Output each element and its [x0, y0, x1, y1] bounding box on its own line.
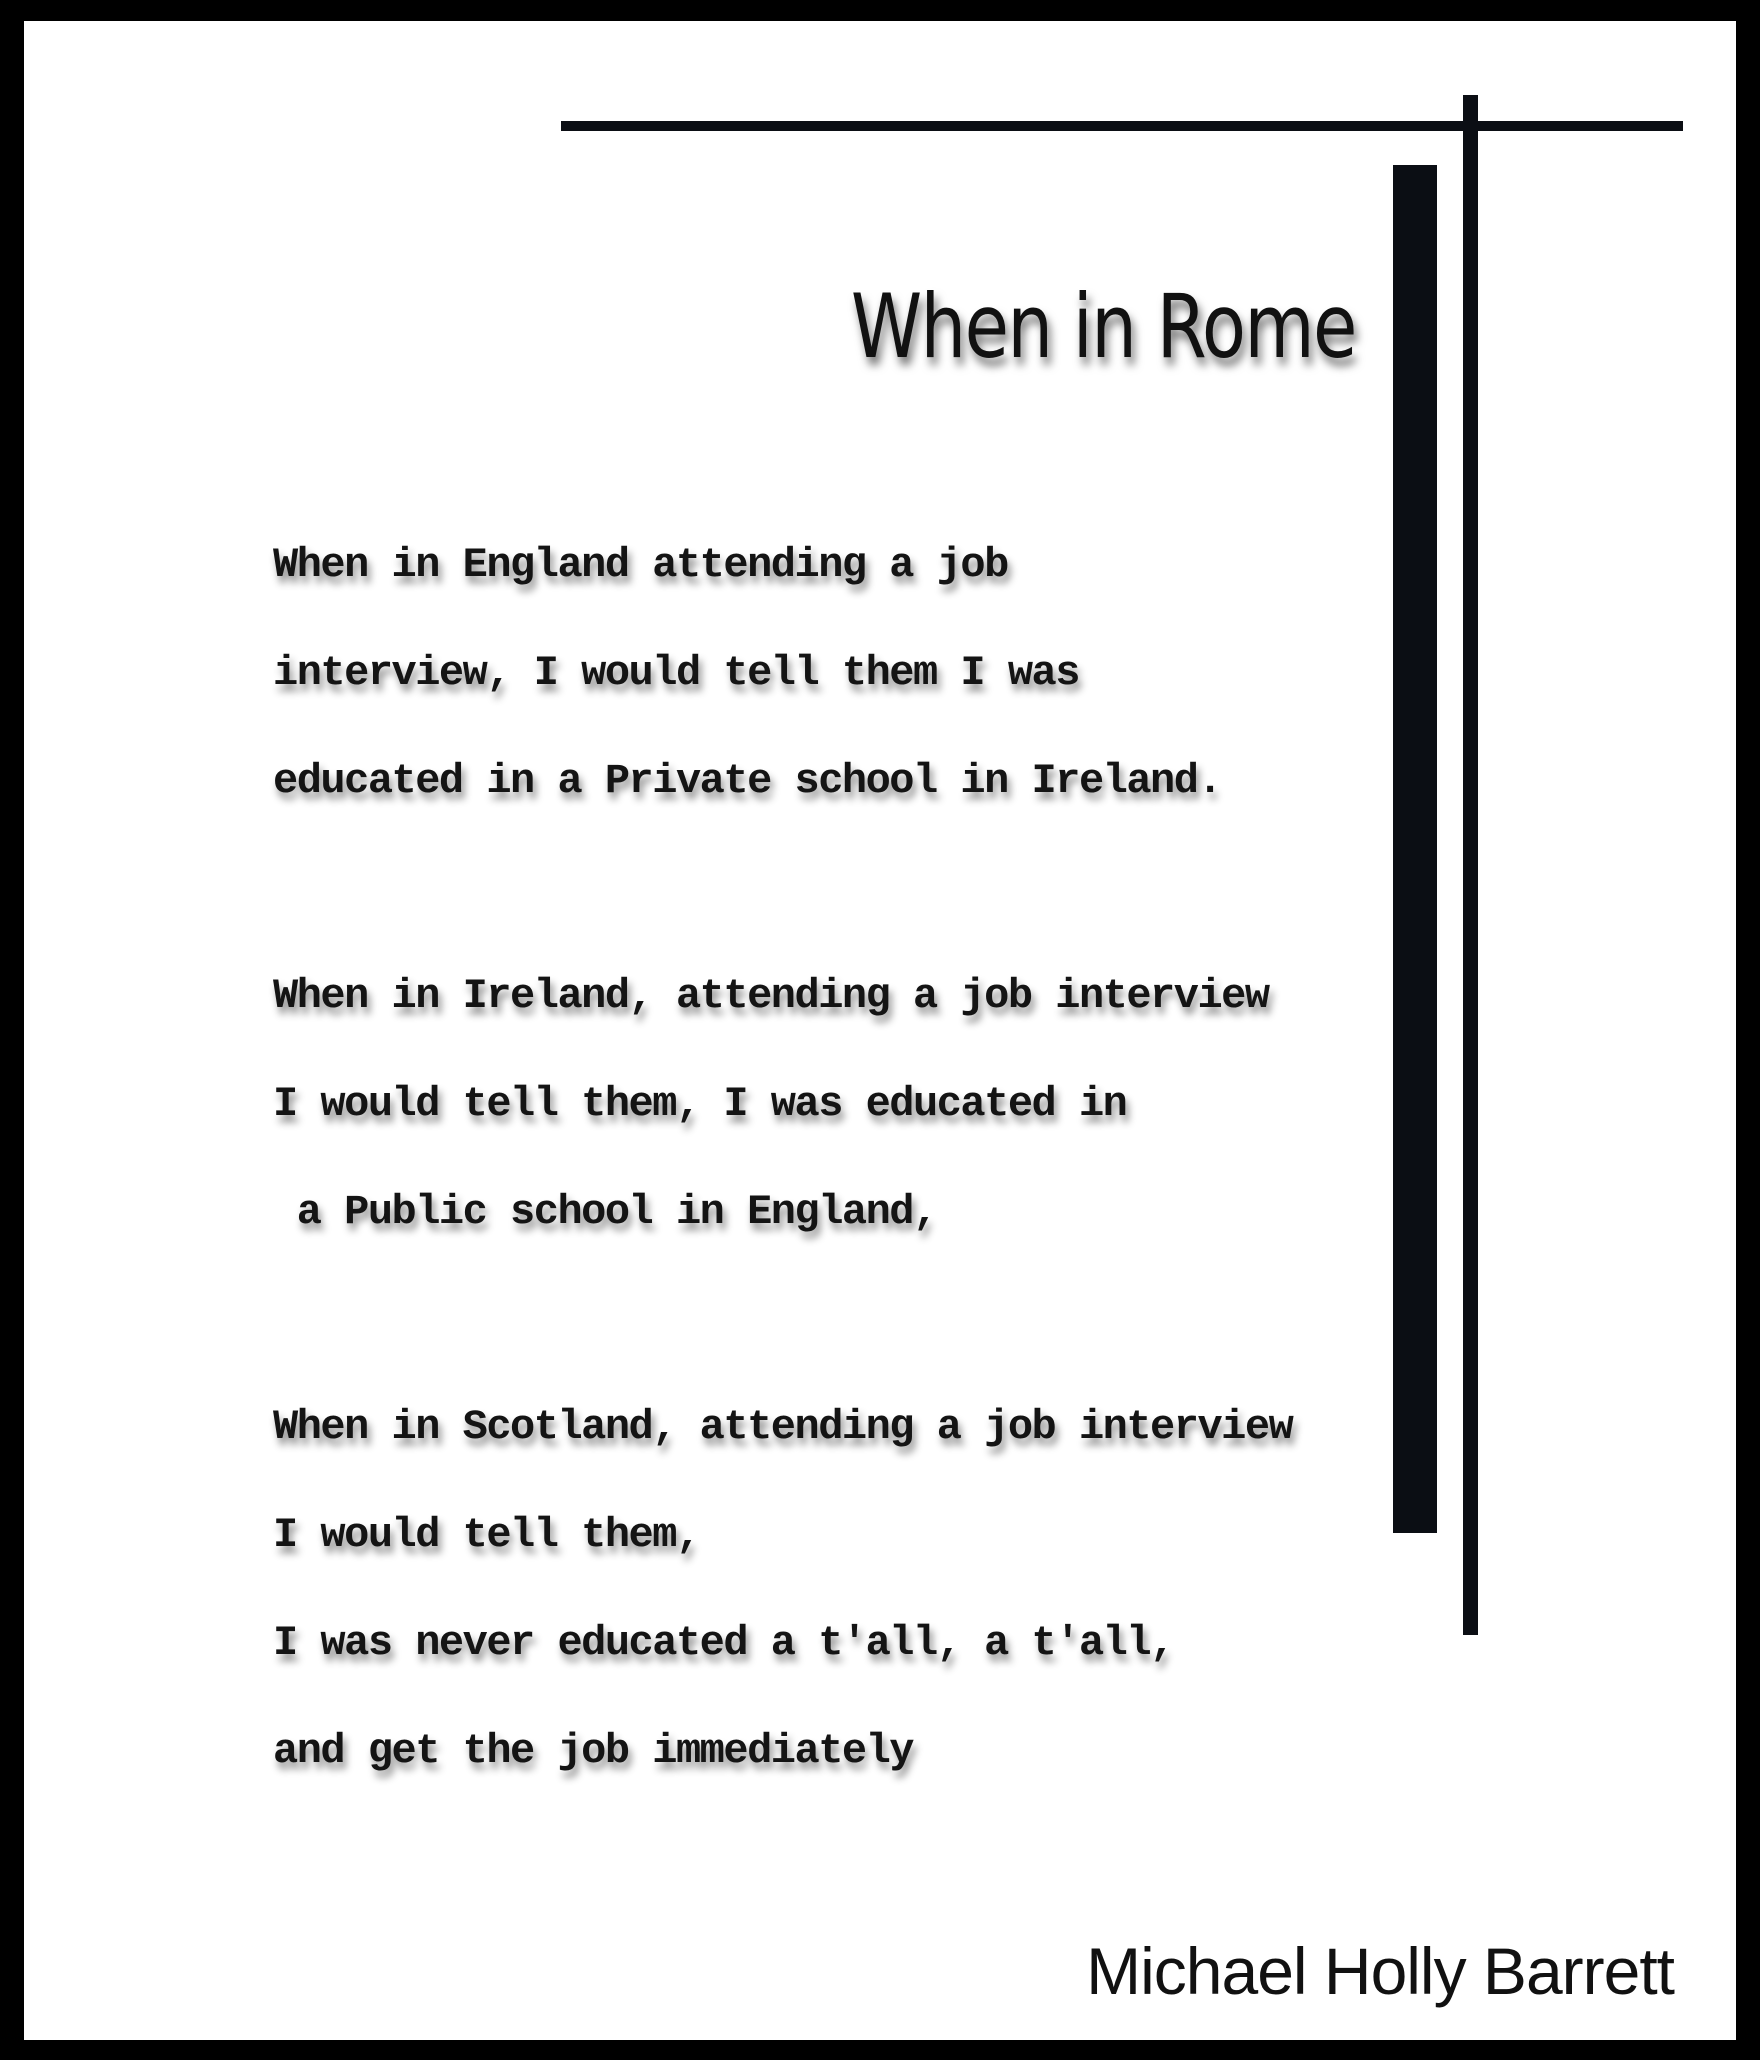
poem-line: a Public school in England,: [273, 1188, 937, 1236]
author-signature: Michael Holly Barrett: [1086, 1934, 1674, 2008]
poem-line: When in Scotland, attending a job interview: [273, 1403, 1293, 1451]
poem-line: When in Ireland, attending a job interview: [273, 972, 1269, 1020]
poem-line: I would tell them,: [273, 1511, 700, 1559]
thin-vertical-bar: [1463, 95, 1478, 1635]
thick-vertical-bar: [1393, 165, 1437, 1533]
poem-line: interview, I would tell them I was: [273, 649, 1079, 697]
poem-title: When in Rome: [851, 275, 1356, 378]
poem-line: When in England attending a job: [273, 541, 1008, 589]
top-horizontal-rule: [561, 121, 1683, 131]
poem-line: I was never educated a t'all, a t'all,: [273, 1619, 1174, 1667]
poem-line: and get the job immediately: [273, 1727, 914, 1775]
poem-line: I would tell them, I was educated in: [273, 1080, 1127, 1128]
poem-line: educated in a Private school in Ireland.: [273, 757, 1222, 805]
